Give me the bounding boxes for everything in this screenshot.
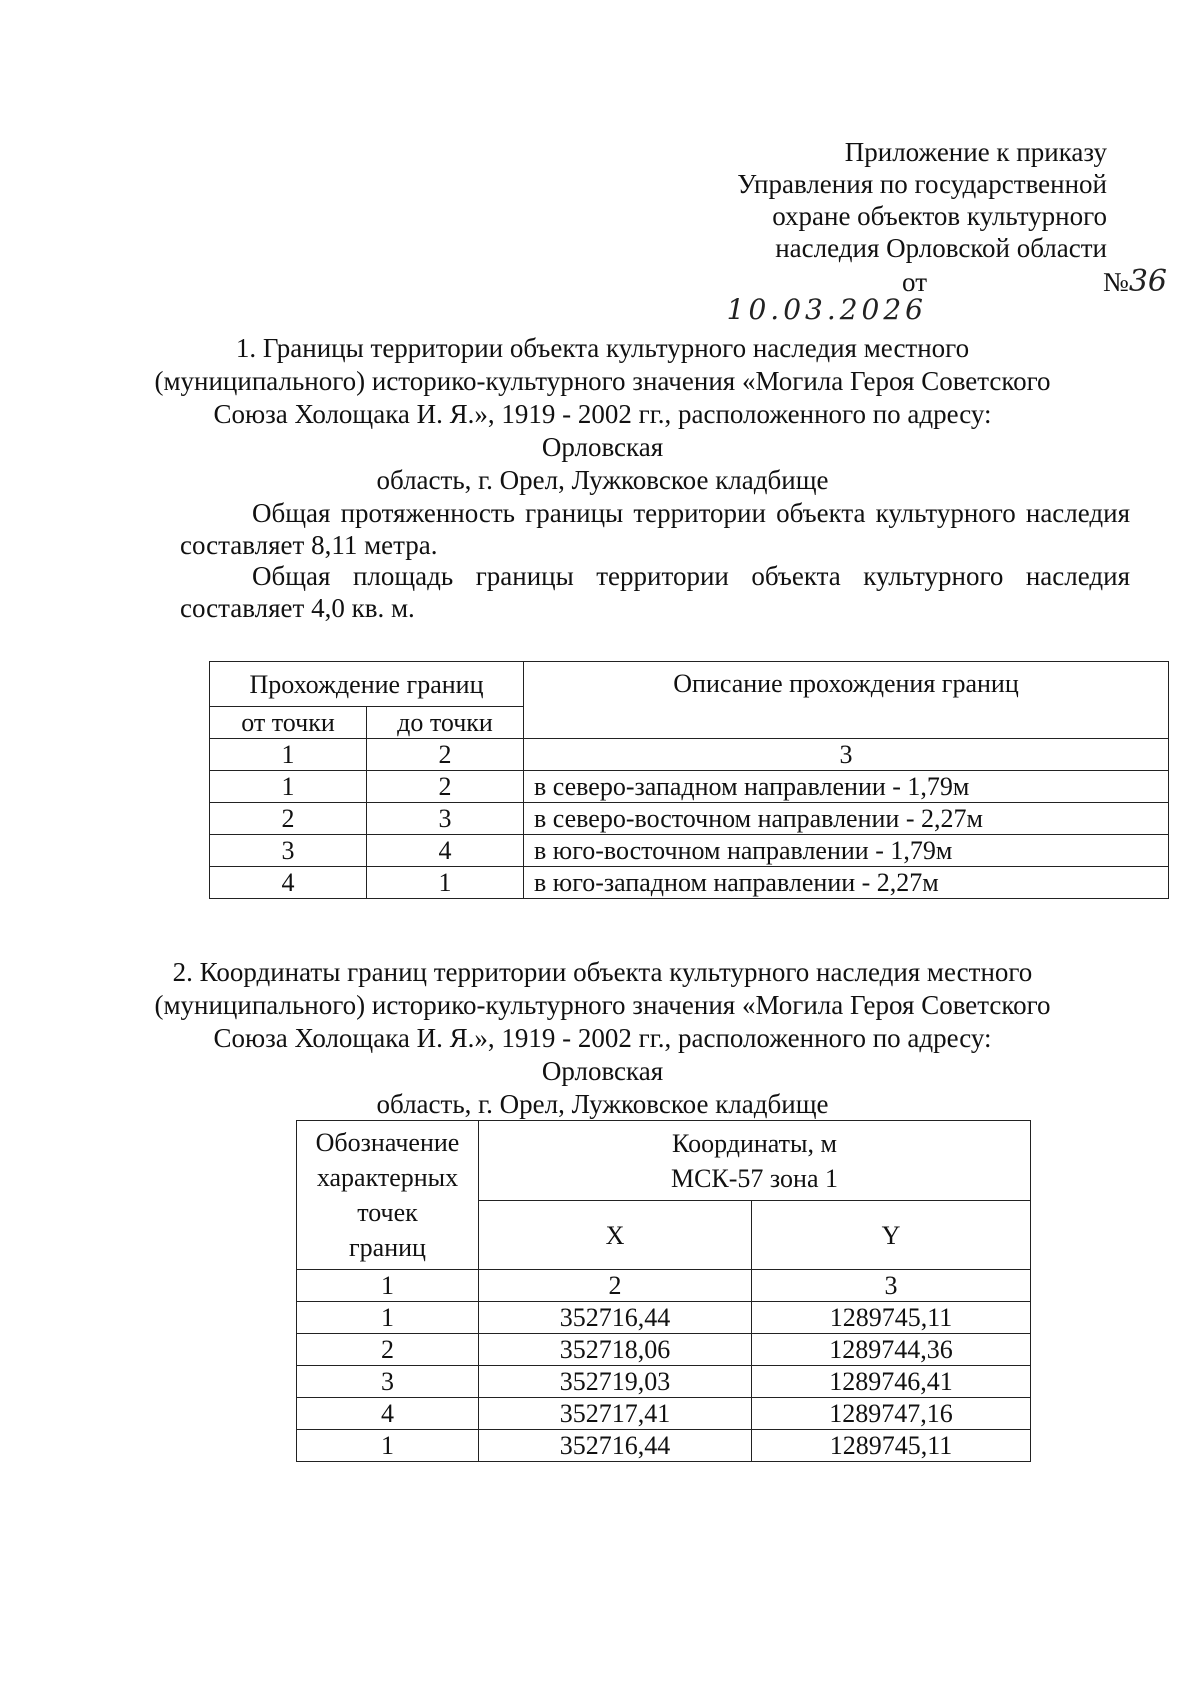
table-cell: 2 xyxy=(367,739,524,771)
appendix-line: охране объектов культурного xyxy=(772,201,1107,231)
heading-line: 2. Координаты границ территории объекта культурного наследия местного xyxy=(172,957,1033,987)
header-line: характерных xyxy=(316,1163,459,1192)
boundary-area-paragraph: Общая площадь границы территории объекта культурного наследия составляет 4,0 кв. м. xyxy=(180,561,1130,623)
table-row xyxy=(210,803,1169,835)
table-row xyxy=(210,867,1169,899)
heading-line: область, г. Орел, Лужковское кладбище xyxy=(376,1089,829,1119)
table-cell: 1289747,16 xyxy=(752,1398,1031,1430)
date-prefix: от 10.03.2026 xyxy=(726,267,927,326)
table-cell: 2 xyxy=(210,803,367,835)
table-cell: 352717,41 xyxy=(479,1398,752,1430)
appendix-header xyxy=(726,136,1167,326)
table-cell: 1289745,11 xyxy=(752,1302,1031,1334)
header-x: X xyxy=(479,1201,752,1270)
table-cell: 2 xyxy=(367,771,524,803)
appendix-line: наследия Орловской области xyxy=(775,233,1107,263)
numbering-row xyxy=(297,1270,1031,1302)
table-cell: 1289746,41 xyxy=(752,1366,1031,1398)
heading-line: Союза Холощака И. Я.», 1919 - 2002 гг., расположенного по адресу: Орловская xyxy=(213,399,992,462)
table-cell: в северо-западном направлении - 1,79м xyxy=(524,771,1169,803)
table-cell: 1 xyxy=(297,1302,479,1334)
table-cell: 1 xyxy=(297,1270,479,1302)
table-cell: 1 xyxy=(210,739,367,771)
heading-line: (муниципального) историко-культурного значения «Могила Героя Советского xyxy=(154,990,1051,1020)
table-row xyxy=(297,1430,1031,1462)
header-boundary-passage: Прохождение границ xyxy=(210,662,524,707)
table-row xyxy=(210,771,1169,803)
header-line: МСК-57 зона 1 xyxy=(670,1163,839,1193)
table-cell: в юго-западном направлении - 2,27м xyxy=(524,867,1169,899)
table-cell: 1 xyxy=(210,771,367,803)
header-to-point: до точки xyxy=(367,707,524,739)
header-line: границ xyxy=(349,1233,426,1262)
table-row xyxy=(210,835,1169,867)
table-cell: 1289745,11 xyxy=(752,1430,1031,1462)
table-cell: 3 xyxy=(524,739,1169,771)
heading-line: (муниципального) историко-культурного значения «Могила Героя Советского xyxy=(154,366,1051,396)
table-cell: в юго-восточном направлении - 1,79м xyxy=(524,835,1169,867)
order-number: №36 xyxy=(1103,264,1167,299)
header-boundary-description: Описание прохождения границ xyxy=(524,662,1169,739)
table-cell: 1 xyxy=(367,867,524,899)
header-from-point: от точки xyxy=(210,707,367,739)
heading-line: Союза Холощака И. Я.», 1919 - 2002 гг., расположенного по адресу: Орловская xyxy=(213,1023,992,1086)
header-line: Обозначение xyxy=(315,1128,460,1157)
table-cell: 4 xyxy=(210,867,367,899)
table-cell: 352719,03 xyxy=(479,1366,752,1398)
heading-line: 1. Границы территории объекта культурного наследия местного xyxy=(235,333,970,363)
order-date-number xyxy=(726,264,1167,326)
table-cell: 352716,44 xyxy=(479,1430,752,1462)
table-cell: в северо-восточном направлении - 2,27м xyxy=(524,803,1169,835)
table-cell: 1289744,36 xyxy=(752,1334,1031,1366)
header-coordinates xyxy=(479,1121,1031,1201)
table-cell: 3 xyxy=(752,1270,1031,1302)
numbering-row xyxy=(210,739,1169,771)
table-row xyxy=(297,1398,1031,1430)
table-cell: 1 xyxy=(297,1430,479,1462)
table-cell: 3 xyxy=(297,1366,479,1398)
table-cell: 4 xyxy=(367,835,524,867)
table-cell: 352716,44 xyxy=(479,1302,752,1334)
table-row xyxy=(297,1334,1031,1366)
heading-line: область, г. Орел, Лужковское кладбище xyxy=(376,465,829,495)
table-cell: 3 xyxy=(367,803,524,835)
section2-heading xyxy=(150,956,1055,1121)
handwritten-date: 10.03.2026 xyxy=(726,293,927,326)
header-y: Y xyxy=(752,1201,1031,1270)
coordinates-table xyxy=(296,1120,1031,1462)
table-row xyxy=(297,1366,1031,1398)
header-point-designation xyxy=(297,1121,479,1270)
table-cell: 352718,06 xyxy=(479,1334,752,1366)
table-cell: 3 xyxy=(210,835,367,867)
table-cell: 2 xyxy=(479,1270,752,1302)
boundary-length-paragraph: Общая протяженность границы территории объекта культурного наследия составляет 8,11 метра. xyxy=(180,498,1130,560)
table-cell: 4 xyxy=(297,1398,479,1430)
header-line: точек xyxy=(357,1198,418,1227)
section1-heading xyxy=(150,332,1055,497)
appendix-line: Управления по государственной xyxy=(737,169,1107,199)
header-line: Координаты, м xyxy=(672,1128,837,1158)
boundary-description-table xyxy=(209,661,1169,899)
table-cell: 2 xyxy=(297,1334,479,1366)
appendix-line: Приложение к приказу xyxy=(844,137,1107,167)
handwritten-number: 36 xyxy=(1128,264,1167,299)
table-row xyxy=(297,1302,1031,1334)
